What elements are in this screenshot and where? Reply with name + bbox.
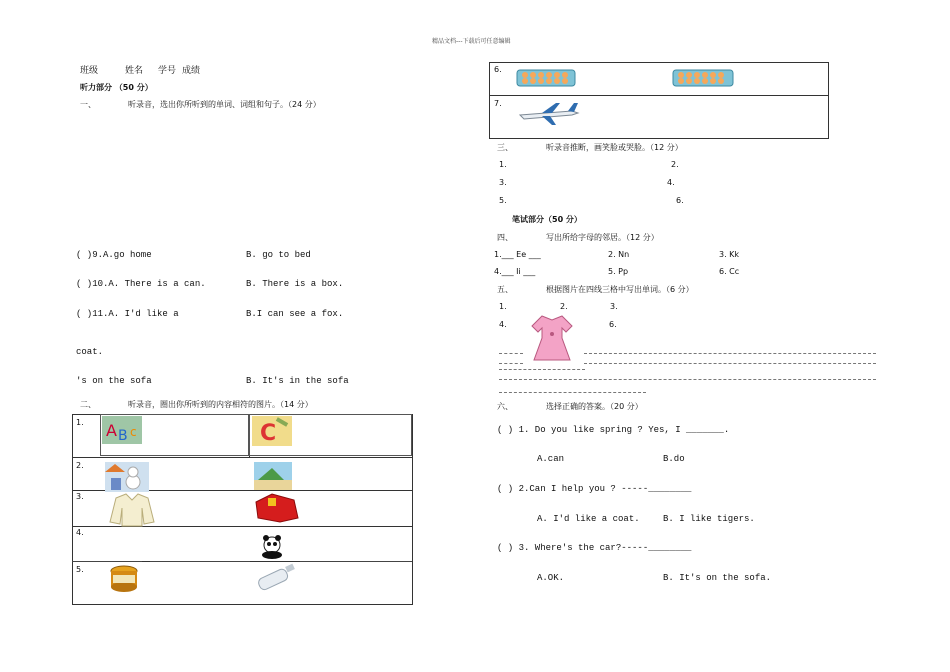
section-3-number: 三、 — [497, 143, 513, 152]
section-1-number: 一、 — [80, 100, 96, 109]
question-10-option-b: B. There is a box. — [246, 279, 344, 289]
grid-item-number: 5. — [76, 565, 84, 574]
question-9-option-b: B. go to bed — [246, 250, 311, 260]
question-9: ( )9.A.go home — [76, 250, 152, 260]
section-1-title: 听录音，选出你所听到的单词、词组和句子。（24 分） — [128, 100, 321, 109]
section-6-title: 选择正确的答案。（20 分） — [546, 402, 643, 411]
face-item: 5. — [499, 196, 507, 205]
letter-c-picture — [252, 416, 292, 446]
grid-item-number: 4. — [76, 528, 84, 537]
beach-picture — [254, 462, 292, 490]
face-item: 1. — [499, 160, 507, 169]
choice-question-2-option-a: A. I'd like a coat. — [537, 514, 640, 524]
svg-text:B: B — [118, 428, 128, 444]
grid-item-number: 7. — [494, 99, 502, 108]
section-2-number: 二、 — [80, 400, 96, 409]
grid-item-number: 3. — [76, 492, 84, 501]
face-item: 4. — [667, 178, 675, 187]
written-section-title: 笔试部分（50 分） — [512, 215, 582, 224]
bottle-picture — [254, 563, 298, 593]
choice-question-2: ( ) 2.Can I help you ? -----________ — [497, 484, 692, 494]
question-11-option-b: B.I can see a fox. — [246, 309, 344, 319]
abc-letters-picture — [102, 416, 142, 444]
choice-question-3-option-a: A.OK. — [537, 573, 565, 583]
sofa-line-a: 's on the sofa — [76, 376, 152, 386]
choice-question-3: ( ) 3. Where's the car?-----________ — [497, 543, 692, 553]
word-item: 2. — [560, 302, 568, 311]
section-4-number: 四、 — [497, 233, 513, 242]
neighbor-item: 1.___ Ee ___ — [494, 250, 541, 259]
face-item: 2. — [671, 160, 679, 169]
neighbor-item: 3. Kk — [719, 250, 740, 259]
tin-can-picture — [108, 563, 140, 595]
word-item: 1. — [499, 302, 507, 311]
section-6-number: 六、 — [497, 402, 513, 411]
grid-item-number: 1. — [76, 418, 84, 427]
word-item: 3. — [610, 302, 618, 311]
choice-question-2-option-b: B. I like tigers. — [663, 514, 755, 524]
student-number-label: 学号 — [158, 66, 177, 76]
section-5-title: 根据图片在四线三格中写出单词。（6 分） — [546, 285, 694, 294]
neighbor-item: 2. Nn — [608, 250, 630, 259]
section-4-title: 写出所给字母的邻居。（12 分） — [546, 233, 659, 242]
airplane-picture — [516, 99, 582, 127]
question-10: ( )10.A. There is a can. — [76, 279, 206, 289]
word-item: 4. — [499, 320, 507, 329]
coat-line: coat. — [76, 347, 104, 357]
coat-picture — [106, 492, 158, 528]
winter-snowman-picture — [105, 462, 149, 492]
section-2-title: 听录音，圈出你所听到的内容相符的图片。（14 分） — [128, 400, 313, 409]
choice-question-3-option-b: B. It's on the sofa. — [663, 573, 772, 583]
neighbor-item: 4.___ Ii ___ — [494, 267, 536, 276]
listening-section-title: 听力部分 （50 分） — [80, 83, 153, 92]
grid-item-number: 6. — [494, 65, 502, 74]
word-item: 6. — [609, 320, 617, 329]
choice-question-1: ( ) 1. Do you like spring ? Yes, I _______. — [497, 425, 730, 435]
egg-tray-picture — [672, 66, 734, 88]
grid-item-number: 2. — [76, 461, 84, 470]
egg-tray-picture — [516, 66, 576, 88]
choice-question-1-option-b: B.do — [663, 454, 685, 464]
question-11: ( )11.A. I'd like a — [76, 309, 179, 319]
section-3-title: 听录音推断，画笑脸或哭脸。（12 分） — [546, 143, 683, 152]
section-5-number: 五、 — [497, 285, 513, 294]
svg-text:A: A — [106, 421, 117, 440]
choice-question-1-option-a: A.can — [537, 454, 565, 464]
panda-picture — [258, 533, 286, 559]
name-label: 姓名 — [125, 66, 144, 76]
neighbor-item: 5. Pp — [608, 267, 629, 276]
sofa-line-b: B. It's in the sofa — [246, 376, 349, 386]
neighbor-item: 6. Cc — [719, 267, 740, 276]
face-item: 3. — [499, 178, 507, 187]
svg-text:c: c — [130, 425, 137, 439]
pink-dress-picture — [526, 312, 578, 364]
red-skirt-picture — [250, 492, 300, 524]
header-note: 精品文档---下载后可任意编辑 — [432, 38, 511, 45]
svg-text:C: C — [260, 421, 277, 446]
face-item: 6. — [676, 196, 684, 205]
class-label: 班级 — [80, 66, 99, 76]
score-label: 成绩 — [182, 66, 201, 76]
